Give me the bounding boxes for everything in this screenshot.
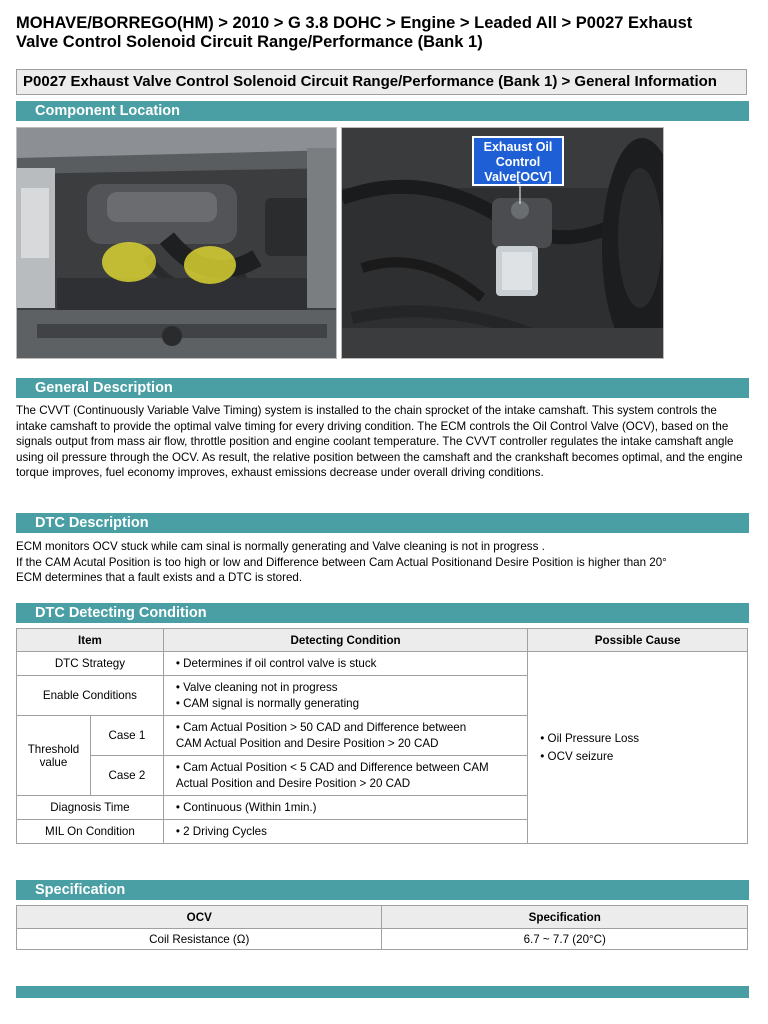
callout-line-2: Control xyxy=(495,155,541,169)
footer-bar xyxy=(16,986,749,998)
item-diagnosis-time: Diagnosis Time xyxy=(17,796,164,820)
condition-enable-conditions: • Valve cleaning not in progress • CAM signal is normally generating xyxy=(163,676,527,716)
callout-line-3: Valve[OCV] xyxy=(484,170,552,184)
condition-diagnosis-time: • Continuous (Within 1min.) xyxy=(163,796,527,820)
breadcrumb-line-1: MOHAVE/BORREGO(HM) > 2010 > G 3.8 DOHC > Engine > Leaded All > P0027 Exhaust xyxy=(16,14,693,32)
dtc-description-line-2: If the CAM Acutal Position is too high or low and Difference between Cam Actual Positionand Desire Position is higher than 20° xyxy=(16,555,667,569)
column-header-ocv: OCV xyxy=(17,906,382,929)
component-location-header: Component Location xyxy=(16,101,749,121)
breadcrumb xyxy=(16,14,756,52)
condition-case-2: • Cam Actual Position < 5 CAD and Difference between CAM Actual Position and Desire Position > 20 CAD xyxy=(163,756,527,796)
specification-header: Specification xyxy=(16,880,749,900)
dtc-description-text xyxy=(16,539,749,586)
callout-line-1: Exhaust Oil xyxy=(483,140,553,154)
item-dtc-strategy: DTC Strategy xyxy=(17,652,164,676)
ocv-closeup-photo xyxy=(341,127,664,359)
table-row xyxy=(17,929,748,950)
column-header-detecting-condition: Detecting Condition xyxy=(163,629,527,652)
general-description-header: General Description xyxy=(16,378,749,398)
item-mil-on-condition: MIL On Condition xyxy=(17,820,164,844)
dtc-description-header: DTC Description xyxy=(16,513,749,533)
dtc-description-line-3: ECM determines that a fault exists and a DTC is stored. xyxy=(16,571,303,584)
possible-cause-cell xyxy=(528,652,748,844)
item-threshold-value: Threshold value xyxy=(17,716,91,796)
specification-table xyxy=(16,905,748,950)
condition-case-1: • Cam Actual Position > 50 CAD and Difference between CAM Actual Position and Desire Position > 20 CAD xyxy=(163,716,527,756)
item-enable-conditions: Enable Conditions xyxy=(17,676,164,716)
general-description-text: The CVVT (Continuously Variable Valve Timing) system is installed to the chain sprocket of the intake camshaft. This system controls the intake camshaft to provide the optimal valve timing for every driving condition. The ECM controls the Oil Control Valve (OCV), based on the signals output from mass air flow, throttle position and engine coolant temperature. The CVVT controller regulates the intake camshaft angle using oil pressure through the OCV. As result, the relative position between the camshaft and the crankshaft becomes optimal, and the engine torque improves, fuel economy improves, exhaust emissions decrease under overall driving conditions. xyxy=(16,404,743,479)
column-header-possible-cause: Possible Cause xyxy=(528,629,748,652)
dtc-detecting-condition-table xyxy=(16,628,748,844)
page-title: P0027 Exhaust Valve Control Solenoid Circuit Range/Performance (Bank 1) > General Information xyxy=(16,69,747,95)
engine-bay-photo xyxy=(16,127,337,359)
condition-mil-on-condition: • 2 Driving Cycles xyxy=(163,820,527,844)
column-header-specification: Specification xyxy=(382,906,748,929)
possible-cause-2: • OCV seizure xyxy=(540,750,614,763)
table-row xyxy=(17,652,748,676)
spec-item-coil-resistance: Coil Resistance (Ω) xyxy=(17,929,382,950)
spec-value-coil-resistance: 6.7 ~ 7.7 (20°C) xyxy=(382,929,748,950)
column-header-item: Item xyxy=(17,629,164,652)
ocv-callout-label xyxy=(472,136,564,186)
item-case-1: Case 1 xyxy=(90,716,163,756)
possible-cause-1: • Oil Pressure Loss xyxy=(540,731,640,745)
breadcrumb-line-2: Valve Control Solenoid Circuit Range/Performance (Bank 1) xyxy=(16,33,483,51)
item-case-2: Case 2 xyxy=(90,756,163,796)
condition-dtc-strategy: • Determines if oil control valve is stuck xyxy=(163,652,527,676)
dtc-description-line-1: ECM monitors OCV stuck while cam sinal is normally generating and Valve cleaning is not in progress . xyxy=(16,540,545,553)
dtc-detecting-condition-header: DTC Detecting Condition xyxy=(16,603,749,623)
